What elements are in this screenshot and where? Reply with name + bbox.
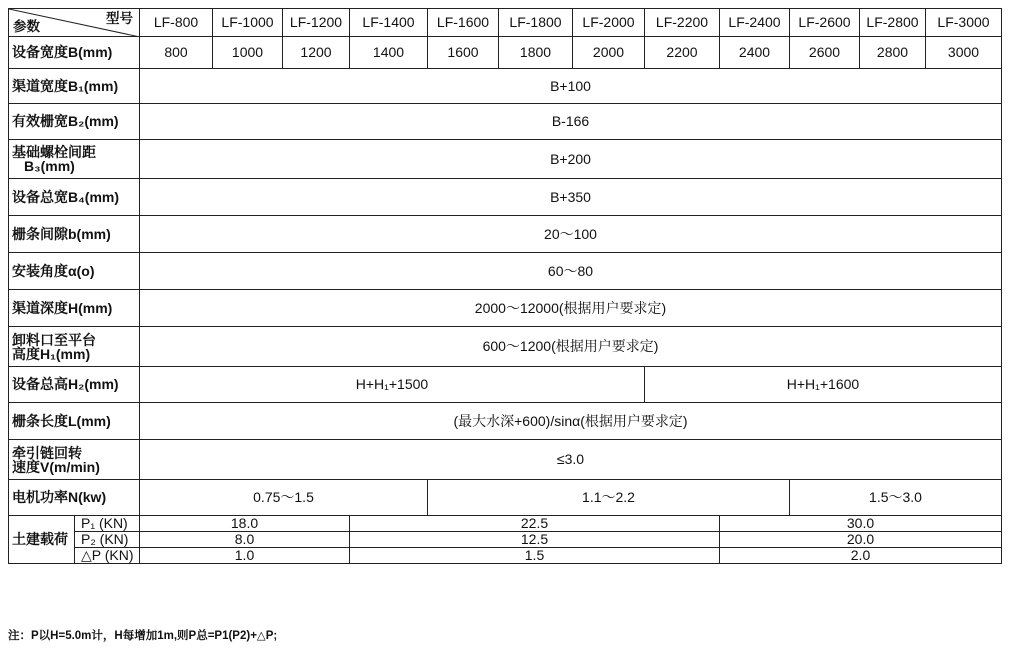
header-row — [9, 9, 1002, 37]
param-label: 电机功率N(kw) — [9, 480, 140, 516]
model-header: LF-2400 — [720, 9, 790, 37]
param-label-line: 基础螺栓间距 — [12, 144, 96, 160]
load-row-label: P₁ (KN) — [75, 516, 140, 532]
civil-load-label: 土建载荷 — [9, 516, 75, 564]
total-height-value-a: H+H₁+1500 — [140, 367, 645, 403]
load-value: 22.5 — [350, 516, 720, 532]
param-label — [9, 140, 140, 179]
table-row — [9, 480, 1002, 516]
param-label: 渠道宽度B₁(mm) — [9, 69, 140, 104]
discharge-height-value: 600～1200(根据用户要求定) — [140, 327, 1002, 367]
table-row — [9, 179, 1002, 216]
load-value: 30.0 — [720, 516, 1002, 532]
width-value: 2600 — [790, 37, 860, 69]
model-header-label: 型号 — [106, 11, 133, 26]
table-row — [9, 516, 1002, 532]
motor-power-value: 0.75～1.5 — [140, 480, 428, 516]
model-header: LF-1600 — [428, 9, 499, 37]
param-label: 渠道深度H(mm) — [9, 290, 140, 327]
load-row-label: △P (KN) — [75, 548, 140, 564]
footnote: 注：P以H=5.0m计，H每增加1m,则P总=P1(P2)+△P; — [8, 630, 278, 642]
param-label: 有效栅宽B₂(mm) — [9, 104, 140, 140]
effective-width-value: B-166 — [140, 104, 1002, 140]
corner-cell — [9, 9, 140, 37]
width-value: 1800 — [499, 37, 573, 69]
bolt-spacing-value: B+200 — [140, 140, 1002, 179]
total-height-value-b: H+H₁+1600 — [645, 367, 1002, 403]
model-header: LF-1800 — [499, 9, 573, 37]
width-value: 1400 — [350, 37, 428, 69]
table-row — [9, 69, 1002, 104]
param-label — [9, 440, 140, 480]
motor-power-value: 1.1～2.2 — [428, 480, 790, 516]
install-angle-value: 60～80 — [140, 253, 1002, 290]
motor-power-value: 1.5～3.0 — [790, 480, 1002, 516]
width-value: 1600 — [428, 37, 499, 69]
model-header: LF-2800 — [860, 9, 926, 37]
table-row — [9, 253, 1002, 290]
table-row — [9, 403, 1002, 440]
width-value: 1200 — [283, 37, 350, 69]
param-label — [9, 327, 140, 367]
table-row — [9, 290, 1002, 327]
param-label-line: 卸料口至平台 — [12, 331, 96, 348]
table-row — [9, 327, 1002, 367]
load-value: 20.0 — [720, 532, 1002, 548]
model-header: LF-1000 — [213, 9, 283, 37]
width-value: 800 — [140, 37, 213, 69]
width-value: 2200 — [645, 37, 720, 69]
table-row — [9, 367, 1002, 403]
table-row — [9, 440, 1002, 480]
spec-table — [8, 8, 1002, 564]
model-header: LF-800 — [140, 9, 213, 37]
load-value: 1.5 — [350, 548, 720, 564]
model-header: LF-2600 — [790, 9, 860, 37]
param-label: 设备宽度B(mm) — [9, 37, 140, 69]
table-row — [9, 548, 1002, 564]
param-label: 栅条间隙b(mm) — [9, 216, 140, 253]
total-width-value: B+350 — [140, 179, 1002, 216]
width-value: 2000 — [573, 37, 645, 69]
param-label: 设备总宽B₄(mm) — [9, 179, 140, 216]
param-label: 栅条长度L(mm) — [9, 403, 140, 440]
param-label-line: B₃(mm) — [24, 158, 75, 174]
model-header: LF-2000 — [573, 9, 645, 37]
model-header: LF-1400 — [350, 9, 428, 37]
param-label-line: 高度H₁(mm) — [12, 345, 91, 362]
table-row — [9, 532, 1002, 548]
table-row — [9, 104, 1002, 140]
load-row-label: P₂ (KN) — [75, 532, 140, 548]
width-value: 2800 — [860, 37, 926, 69]
load-value: 18.0 — [140, 516, 350, 532]
param-label-line: 牵引链回转 — [12, 444, 82, 461]
width-value: 1000 — [213, 37, 283, 69]
table-row — [9, 140, 1002, 179]
param-header-label: 参数 — [13, 19, 40, 34]
load-value: 8.0 — [140, 532, 350, 548]
bar-length-value: (最大水深+600)/sinα(根据用户要求定) — [140, 403, 1002, 440]
load-value: 2.0 — [720, 548, 1002, 564]
bar-gap-value: 20～100 — [140, 216, 1002, 253]
model-header: LF-2200 — [645, 9, 720, 37]
model-header: LF-3000 — [926, 9, 1002, 37]
load-value: 1.0 — [140, 548, 350, 564]
param-label: 设备总高H₂(mm) — [9, 367, 140, 403]
param-label-line: 速度V(m/min) — [12, 458, 100, 475]
channel-depth-value: 2000～12000(根据用户要求定) — [140, 290, 1002, 327]
table-row — [9, 216, 1002, 253]
chain-speed-value: ≤3.0 — [140, 440, 1002, 480]
param-label: 安装角度α(o) — [9, 253, 140, 290]
width-value: 3000 — [926, 37, 1002, 69]
model-header: LF-1200 — [283, 9, 350, 37]
width-value: 2400 — [720, 37, 790, 69]
table-row — [9, 37, 1002, 69]
channel-width-value: B+100 — [140, 69, 1002, 104]
load-value: 12.5 — [350, 532, 720, 548]
